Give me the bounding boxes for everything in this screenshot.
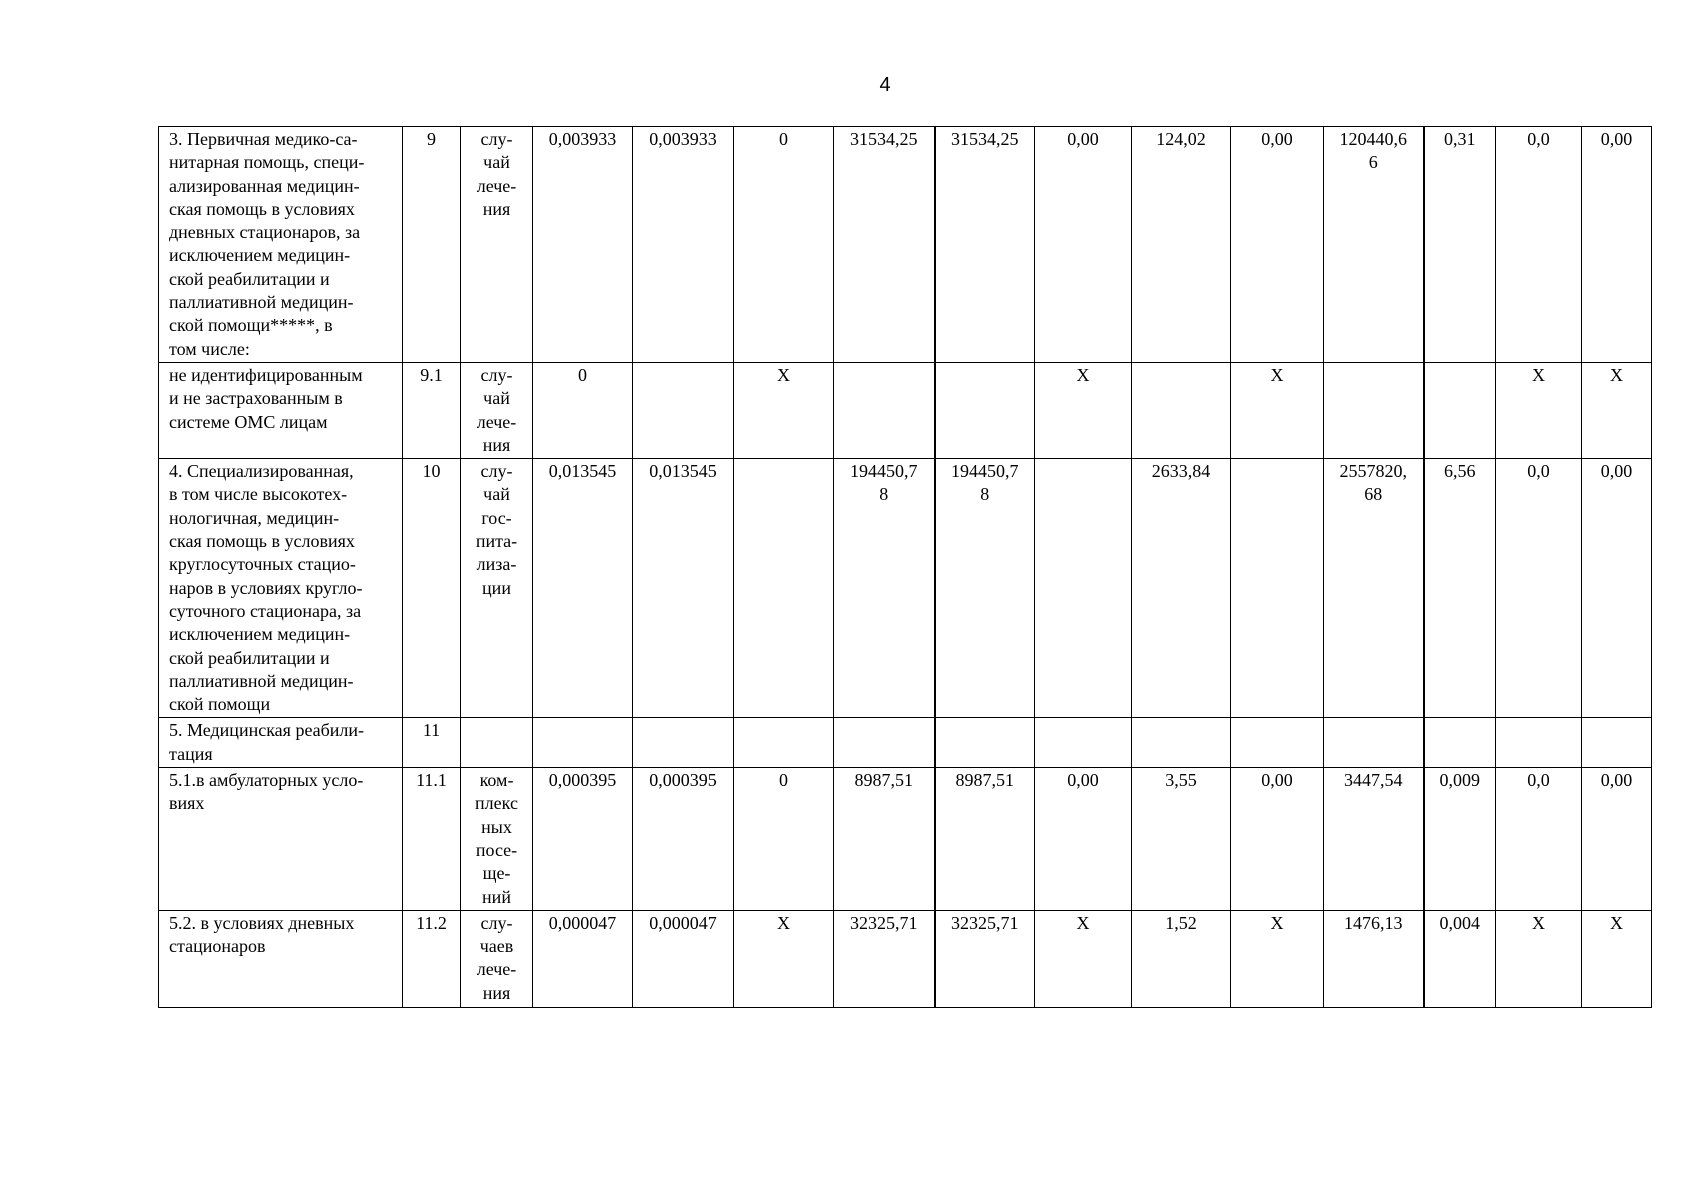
value-cell: 31534,25 [834, 127, 935, 363]
value-cell: X [1035, 910, 1132, 1007]
value-cell: 0,013545 [533, 459, 633, 718]
value-cell: X [1231, 910, 1324, 1007]
value-cell: 124,02 [1132, 127, 1231, 363]
value-cell [1496, 718, 1582, 768]
table-body [159, 127, 1652, 1008]
value-cell: 3,55 [1132, 768, 1231, 911]
row-unit-cell: слу- чаев лече- ния [461, 910, 533, 1007]
row-code-cell: 11.1 [403, 768, 461, 911]
value-cell: X [1496, 363, 1582, 459]
value-cell [1231, 459, 1324, 718]
row-code-cell: 11 [403, 718, 461, 768]
value-cell: X [1582, 363, 1652, 459]
row-code-cell: 9 [403, 127, 461, 363]
row-name-cell: не идентифицированным и не застрахованным в системе ОМС лицам [159, 363, 403, 459]
value-cell: 0,00 [1582, 127, 1652, 363]
value-cell: 1476,13 [1324, 910, 1424, 1007]
row-name-cell: 4. Специализированная, в том числе высокотех- нологичная, медицин- ская помощь в условиях круглосуточных стацио- наров в условиях кругло- суточного стационара, за исключением медицин- ской реабилитации и паллиативной медицин- ской помощи [159, 459, 403, 718]
value-cell: 0,003933 [533, 127, 633, 363]
value-cell: 0,00 [1035, 127, 1132, 363]
row-code-cell: 10 [403, 459, 461, 718]
value-cell [1424, 718, 1496, 768]
row-unit-cell: слу- чай гос- пита- лиза- ции [461, 459, 533, 718]
value-cell: X [1231, 363, 1324, 459]
value-cell: 0,004 [1424, 910, 1496, 1007]
value-cell [935, 363, 1035, 459]
value-cell [834, 718, 935, 768]
value-cell: X [1582, 910, 1652, 1007]
value-cell: 0 [533, 363, 633, 459]
row-name-cell: 5. Медицинская реабили- тация [159, 718, 403, 768]
row-unit-cell: слу- чай лече- ния [461, 363, 533, 459]
value-cell [734, 718, 834, 768]
value-cell: 0,00 [1231, 127, 1324, 363]
value-cell: 2557820, 68 [1324, 459, 1424, 718]
value-cell: 0 [734, 127, 834, 363]
value-cell: 32325,71 [834, 910, 935, 1007]
row-code-cell: 9.1 [403, 363, 461, 459]
table-row [159, 718, 1652, 768]
value-cell: X [734, 363, 834, 459]
row-unit-cell [461, 718, 533, 768]
value-cell: 32325,71 [935, 910, 1035, 1007]
value-cell: 0,00 [1231, 768, 1324, 911]
value-cell: 8987,51 [935, 768, 1035, 911]
value-cell: 0,31 [1424, 127, 1496, 363]
value-cell: X [1035, 363, 1132, 459]
value-cell: 0,000047 [533, 910, 633, 1007]
row-unit-cell: слу- чай лече- ния [461, 127, 533, 363]
value-cell: 0,00 [1035, 768, 1132, 911]
value-cell [1035, 459, 1132, 718]
value-cell: 0,0 [1496, 768, 1582, 911]
value-cell: 0,0 [1496, 127, 1582, 363]
value-cell [1132, 718, 1231, 768]
value-cell: 194450,7 8 [935, 459, 1035, 718]
value-cell: X [1496, 910, 1582, 1007]
value-cell: 6,56 [1424, 459, 1496, 718]
value-cell: 0,000395 [633, 768, 734, 911]
value-cell: 0,003933 [633, 127, 734, 363]
value-cell: 31534,25 [935, 127, 1035, 363]
value-cell: X [734, 910, 834, 1007]
page-number: 4 [879, 74, 891, 96]
table-row [159, 127, 1652, 363]
row-name-cell: 5.2. в условиях дневных стационаров [159, 910, 403, 1007]
row-unit-cell: ком- плекс ных посе- ще- ний [461, 768, 533, 911]
value-cell: 120440,6 6 [1324, 127, 1424, 363]
value-cell [1582, 718, 1652, 768]
value-cell [533, 718, 633, 768]
value-cell: 0,00 [1582, 459, 1652, 718]
value-cell [734, 459, 834, 718]
value-cell [1324, 718, 1424, 768]
value-cell [1424, 363, 1496, 459]
table-row [159, 363, 1652, 459]
value-cell [935, 718, 1035, 768]
value-cell: 2633,84 [1132, 459, 1231, 718]
value-cell: 0,0 [1496, 459, 1582, 718]
row-code-cell: 11.2 [403, 910, 461, 1007]
value-cell [1231, 718, 1324, 768]
value-cell: 1,52 [1132, 910, 1231, 1007]
row-name-cell: 3. Первичная медико-са- нитарная помощь, специ- ализированная медицин- ская помощь в условиях дневных стационаров, за исключением медицин- ской реабилитации и паллиативной медицин- ской помощи*****, в том числе: [159, 127, 403, 363]
value-cell [1132, 363, 1231, 459]
value-cell: 0,009 [1424, 768, 1496, 911]
table-row [159, 459, 1652, 718]
data-table [158, 126, 1652, 1008]
value-cell: 0,000047 [633, 910, 734, 1007]
row-name-cell: 5.1.в амбулаторных усло- виях [159, 768, 403, 911]
value-cell [1035, 718, 1132, 768]
value-cell [633, 363, 734, 459]
value-cell: 194450,7 8 [834, 459, 935, 718]
value-cell: 0,013545 [633, 459, 734, 718]
value-cell: 0,000395 [533, 768, 633, 911]
value-cell: 0 [734, 768, 834, 911]
value-cell [834, 363, 935, 459]
value-cell [633, 718, 734, 768]
value-cell: 3447,54 [1324, 768, 1424, 911]
value-cell: 0,00 [1582, 768, 1652, 911]
value-cell [1324, 363, 1424, 459]
table-row [159, 768, 1652, 911]
value-cell: 8987,51 [834, 768, 935, 911]
table-row [159, 910, 1652, 1007]
